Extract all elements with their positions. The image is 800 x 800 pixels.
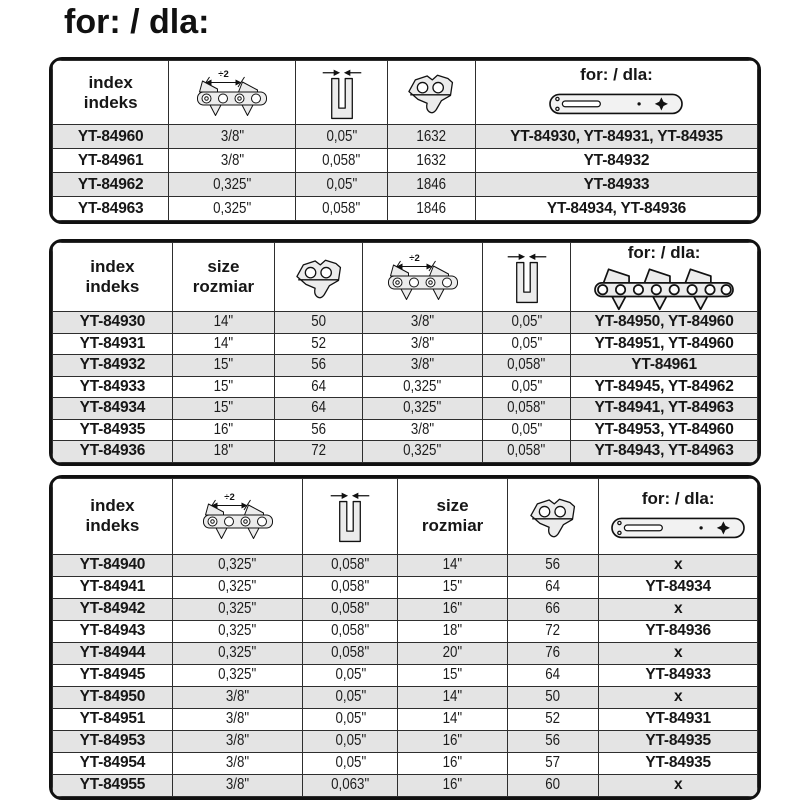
value-text: 15" bbox=[213, 399, 234, 417]
value-text: 1846 bbox=[416, 175, 447, 193]
value-text: 0,058" bbox=[331, 600, 370, 617]
table-row bbox=[53, 441, 758, 463]
column-header-size bbox=[172, 243, 274, 312]
table-row bbox=[53, 125, 758, 149]
value-text: 1632 bbox=[416, 127, 447, 145]
value-text: 0,325" bbox=[218, 622, 257, 639]
value-text: 3/8" bbox=[220, 127, 244, 145]
value-cell bbox=[507, 642, 599, 664]
value-text: 0,05" bbox=[335, 666, 366, 683]
value-text: 0,05" bbox=[511, 420, 542, 438]
value-cell bbox=[507, 730, 599, 752]
value-cell bbox=[172, 376, 274, 398]
value-text: 72 bbox=[545, 622, 561, 639]
value-cell bbox=[172, 398, 274, 420]
value-cell bbox=[398, 730, 507, 752]
value-cell bbox=[363, 333, 483, 355]
table-row bbox=[53, 642, 758, 664]
guide-bar-icon bbox=[541, 87, 691, 120]
value-text: 0,325" bbox=[218, 644, 257, 661]
value-text: 0,058" bbox=[322, 199, 361, 217]
index-cell: YT-84932 bbox=[53, 355, 173, 377]
value-text: 0,325" bbox=[213, 199, 252, 217]
value-cell bbox=[303, 730, 398, 752]
value-text: 3/8" bbox=[225, 688, 250, 705]
table-row bbox=[53, 312, 758, 334]
value-text: 18" bbox=[213, 442, 234, 460]
table-row bbox=[53, 398, 758, 420]
value-cell bbox=[398, 620, 507, 642]
value-text: 14" bbox=[213, 313, 234, 331]
column-header-label: size bbox=[436, 496, 469, 515]
value-cell bbox=[172, 441, 274, 463]
value-cell bbox=[172, 686, 302, 708]
index-cell: YT-84963 bbox=[53, 197, 169, 221]
value-text: 0,325" bbox=[213, 175, 252, 193]
for-dla-cell: YT-84934 bbox=[599, 576, 758, 598]
value-text: 0,05" bbox=[326, 127, 357, 145]
value-text: 0,058" bbox=[331, 556, 370, 573]
value-cell bbox=[172, 752, 302, 774]
value-text: 0,325" bbox=[403, 399, 442, 417]
value-cell bbox=[172, 355, 274, 377]
column-header-label: size bbox=[207, 257, 240, 276]
groove-gauge-icon bbox=[329, 490, 371, 544]
drive-link-icon bbox=[527, 496, 579, 539]
for-dla-cell: YT-84934, YT-84936 bbox=[475, 197, 757, 221]
value-cell bbox=[275, 441, 363, 463]
column-header-size bbox=[398, 478, 507, 554]
header-row bbox=[53, 243, 758, 312]
value-text: 50 bbox=[545, 688, 561, 705]
column-header-label: indeks bbox=[85, 516, 140, 535]
value-text: 16" bbox=[442, 600, 463, 617]
value-cell bbox=[296, 149, 388, 173]
table-row bbox=[53, 554, 758, 576]
value-cell bbox=[172, 419, 274, 441]
value-text: 72 bbox=[311, 442, 327, 460]
value-cell bbox=[303, 686, 398, 708]
value-text: 64 bbox=[545, 578, 561, 595]
value-text: 52 bbox=[311, 334, 327, 352]
value-text: 0,325" bbox=[403, 377, 442, 395]
for-dla-label: for: / dla: bbox=[580, 65, 653, 84]
value-cell bbox=[363, 376, 483, 398]
value-text: 3/8" bbox=[225, 710, 250, 727]
drive-link-icon bbox=[293, 257, 345, 300]
value-cell bbox=[172, 312, 274, 334]
chain-pitch-icon bbox=[367, 253, 479, 303]
column-header-for-dla bbox=[571, 243, 758, 312]
value-cell bbox=[172, 774, 302, 796]
value-text: 3/8" bbox=[410, 356, 435, 374]
value-text: 18" bbox=[442, 622, 463, 639]
value-cell bbox=[483, 376, 571, 398]
value-text: 3/8" bbox=[410, 420, 435, 438]
value-cell bbox=[398, 576, 507, 598]
for-dla-cell: YT-84933 bbox=[475, 173, 757, 197]
value-cell bbox=[507, 686, 599, 708]
value-text: 64 bbox=[311, 377, 327, 395]
column-header-groove-gauge-icon bbox=[303, 478, 398, 554]
index-cell: YT-84943 bbox=[53, 620, 173, 642]
index-cell: YT-84960 bbox=[53, 125, 169, 149]
table-row bbox=[53, 197, 758, 221]
column-header-chain-pitch-icon bbox=[172, 478, 302, 554]
value-text: 16" bbox=[442, 776, 463, 793]
value-text: 0,058" bbox=[331, 578, 370, 595]
value-text: 0,05" bbox=[511, 334, 542, 352]
value-cell bbox=[483, 333, 571, 355]
index-cell: YT-84940 bbox=[53, 554, 173, 576]
for-dla-cell: YT-84951, YT-84960 bbox=[571, 333, 758, 355]
value-cell bbox=[303, 598, 398, 620]
index-cell: YT-84951 bbox=[53, 708, 173, 730]
for-dla-label: for: / dla: bbox=[641, 488, 715, 508]
value-cell bbox=[275, 398, 363, 420]
value-cell bbox=[275, 376, 363, 398]
table-row bbox=[53, 598, 758, 620]
column-header-drive-link-icon bbox=[507, 478, 599, 554]
value-cell bbox=[398, 752, 507, 774]
value-cell bbox=[275, 312, 363, 334]
value-cell bbox=[275, 355, 363, 377]
column-header-index bbox=[53, 478, 173, 554]
for-dla-cell: YT-84930, YT-84931, YT-84935 bbox=[475, 125, 757, 149]
value-cell bbox=[398, 554, 507, 576]
index-cell: YT-84933 bbox=[53, 376, 173, 398]
value-cell bbox=[483, 355, 571, 377]
value-cell bbox=[303, 554, 398, 576]
index-cell: YT-84961 bbox=[53, 149, 169, 173]
column-header-label: rozmiar bbox=[192, 277, 255, 296]
index-cell: YT-84936 bbox=[53, 441, 173, 463]
table-row bbox=[53, 730, 758, 752]
value-text: 3/8" bbox=[225, 732, 250, 749]
value-cell bbox=[363, 441, 483, 463]
value-text: 14" bbox=[213, 334, 234, 352]
value-cell bbox=[398, 642, 507, 664]
column-header-groove-gauge-icon bbox=[296, 61, 388, 125]
column-header-chain-pitch-icon bbox=[363, 243, 483, 312]
index-cell: YT-84945 bbox=[53, 664, 173, 686]
value-text: 3/8" bbox=[225, 776, 250, 793]
column-header-label: index bbox=[88, 72, 133, 92]
table-row bbox=[53, 708, 758, 730]
index-cell: YT-84941 bbox=[53, 576, 173, 598]
value-text: 20" bbox=[442, 644, 463, 661]
value-cell bbox=[303, 752, 398, 774]
value-text: 52 bbox=[545, 710, 561, 727]
index-cell: YT-84955 bbox=[53, 774, 173, 796]
value-text: 15" bbox=[213, 356, 234, 374]
value-cell bbox=[303, 642, 398, 664]
value-cell bbox=[169, 173, 296, 197]
column-header-label: rozmiar bbox=[421, 516, 484, 535]
for-dla-cell: YT-84931 bbox=[599, 708, 758, 730]
value-text: 0,058" bbox=[331, 644, 370, 661]
page-title: for: / dla: bbox=[64, 3, 210, 41]
for-dla-cell: YT-84935 bbox=[599, 752, 758, 774]
index-cell: YT-84935 bbox=[53, 419, 173, 441]
value-text: 50 bbox=[311, 313, 327, 331]
table-row bbox=[53, 149, 758, 173]
value-cell bbox=[296, 125, 388, 149]
value-cell bbox=[363, 355, 483, 377]
value-cell bbox=[303, 774, 398, 796]
value-text: 0,325" bbox=[218, 578, 257, 595]
value-cell bbox=[172, 554, 302, 576]
value-text: 60 bbox=[545, 776, 561, 793]
value-cell bbox=[398, 774, 507, 796]
for-dla-cell: YT-84941, YT-84963 bbox=[571, 398, 758, 420]
for-dla-label: for: / dla: bbox=[627, 243, 701, 262]
table-row bbox=[53, 620, 758, 642]
value-cell bbox=[296, 197, 388, 221]
table-row bbox=[53, 686, 758, 708]
value-cell bbox=[507, 620, 599, 642]
value-text: 0,05" bbox=[335, 754, 366, 771]
table-row bbox=[53, 333, 758, 355]
value-cell bbox=[275, 333, 363, 355]
value-text: 0,325" bbox=[218, 556, 257, 573]
value-cell bbox=[303, 664, 398, 686]
table-row bbox=[53, 664, 758, 686]
value-text: 0,058" bbox=[331, 622, 370, 639]
table-row bbox=[53, 774, 758, 796]
value-text: 64 bbox=[545, 666, 561, 683]
index-cell: YT-84934 bbox=[53, 398, 173, 420]
value-cell bbox=[507, 554, 599, 576]
value-text: 15" bbox=[213, 377, 234, 395]
table-row bbox=[53, 752, 758, 774]
index-cell: YT-84931 bbox=[53, 333, 173, 355]
table-row bbox=[53, 173, 758, 197]
table-row bbox=[53, 419, 758, 441]
header-row bbox=[53, 61, 758, 125]
value-text: 14" bbox=[442, 710, 463, 727]
for-dla-cell: YT-84950, YT-84960 bbox=[571, 312, 758, 334]
column-header-drive-link-icon bbox=[275, 243, 363, 312]
value-cell bbox=[507, 752, 599, 774]
column-header-index bbox=[53, 61, 169, 125]
column-header-for-dla bbox=[599, 478, 758, 554]
value-text: 16" bbox=[442, 732, 463, 749]
value-cell bbox=[507, 598, 599, 620]
value-cell bbox=[387, 149, 475, 173]
chain-pitch-icon bbox=[182, 492, 294, 542]
table-row bbox=[53, 355, 758, 377]
column-header-label: indeks bbox=[83, 92, 138, 112]
column-header-chain-pitch-icon bbox=[169, 61, 296, 125]
value-text: 3/8" bbox=[220, 151, 244, 169]
for-dla-cell: x bbox=[599, 686, 758, 708]
value-cell bbox=[296, 173, 388, 197]
value-cell bbox=[172, 620, 302, 642]
spec-table-guide-bars bbox=[49, 239, 761, 466]
value-cell bbox=[303, 576, 398, 598]
value-cell bbox=[507, 708, 599, 730]
value-text: 3/8" bbox=[410, 334, 435, 352]
value-text: 64 bbox=[311, 399, 327, 417]
value-text: 0,325" bbox=[403, 442, 442, 460]
value-cell bbox=[303, 620, 398, 642]
column-header-index bbox=[53, 243, 173, 312]
value-cell bbox=[483, 441, 571, 463]
spec-table bbox=[52, 242, 758, 463]
column-header-for-dla bbox=[475, 61, 757, 125]
index-cell: YT-84944 bbox=[53, 642, 173, 664]
value-text: 15" bbox=[442, 666, 463, 683]
drive-link-icon bbox=[405, 72, 457, 115]
value-cell bbox=[172, 642, 302, 664]
column-header-label: indeks bbox=[85, 277, 140, 296]
guide-bar-icon bbox=[603, 511, 753, 544]
chain-icon bbox=[589, 265, 739, 311]
value-text: 14" bbox=[442, 688, 463, 705]
value-text: 0,05" bbox=[326, 175, 357, 193]
value-cell bbox=[387, 197, 475, 221]
value-text: 0,05" bbox=[511, 313, 542, 331]
value-text: 0,058" bbox=[507, 356, 546, 374]
index-cell: YT-84962 bbox=[53, 173, 169, 197]
value-cell bbox=[398, 686, 507, 708]
value-cell bbox=[483, 312, 571, 334]
value-cell bbox=[172, 708, 302, 730]
groove-gauge-icon bbox=[506, 251, 548, 305]
column-header-groove-gauge-icon bbox=[483, 243, 571, 312]
index-cell: YT-84930 bbox=[53, 312, 173, 334]
value-cell bbox=[172, 598, 302, 620]
value-cell bbox=[169, 149, 296, 173]
for-dla-cell: YT-84961 bbox=[571, 355, 758, 377]
table-row bbox=[53, 576, 758, 598]
for-dla-cell: x bbox=[599, 598, 758, 620]
value-text: 0,05" bbox=[335, 688, 366, 705]
spec-table-chains bbox=[49, 57, 761, 224]
value-text: 0,05" bbox=[335, 732, 366, 749]
column-header-label: index bbox=[90, 257, 135, 276]
value-text: 56 bbox=[311, 420, 327, 438]
for-dla-cell: x bbox=[599, 774, 758, 796]
value-cell bbox=[169, 197, 296, 221]
value-cell bbox=[363, 419, 483, 441]
value-text: 0,058" bbox=[507, 399, 546, 417]
value-cell bbox=[303, 708, 398, 730]
spec-table bbox=[52, 478, 758, 797]
value-cell bbox=[507, 576, 599, 598]
value-cell bbox=[483, 419, 571, 441]
for-dla-cell: YT-84945, YT-84962 bbox=[571, 376, 758, 398]
value-text: 76 bbox=[545, 644, 561, 661]
chain-pitch-icon bbox=[176, 69, 288, 119]
index-cell: YT-84942 bbox=[53, 598, 173, 620]
column-header-label: index bbox=[90, 496, 135, 515]
value-cell bbox=[172, 664, 302, 686]
for-dla-cell: YT-84932 bbox=[475, 149, 757, 173]
value-cell bbox=[363, 312, 483, 334]
value-cell bbox=[398, 708, 507, 730]
for-dla-cell: YT-84935 bbox=[599, 730, 758, 752]
value-cell bbox=[398, 664, 507, 686]
value-cell bbox=[387, 125, 475, 149]
value-cell bbox=[172, 333, 274, 355]
value-text: 56 bbox=[545, 732, 561, 749]
value-text: 14" bbox=[442, 556, 463, 573]
for-dla-cell: x bbox=[599, 642, 758, 664]
value-text: 15" bbox=[442, 578, 463, 595]
value-text: 0,05" bbox=[511, 377, 542, 395]
value-cell bbox=[507, 664, 599, 686]
value-text: 16" bbox=[213, 420, 234, 438]
for-dla-cell: YT-84933 bbox=[599, 664, 758, 686]
value-text: 0,05" bbox=[335, 710, 366, 727]
value-text: 1846 bbox=[416, 199, 447, 217]
value-text: 56 bbox=[311, 356, 327, 374]
for-dla-cell: YT-84953, YT-84960 bbox=[571, 419, 758, 441]
value-text: 0,058" bbox=[507, 442, 546, 460]
value-text: 0,325" bbox=[218, 600, 257, 617]
value-text: 3/8" bbox=[225, 754, 250, 771]
value-text: 0,063" bbox=[331, 776, 370, 793]
table-row bbox=[53, 376, 758, 398]
for-dla-cell: YT-84936 bbox=[599, 620, 758, 642]
value-cell bbox=[169, 125, 296, 149]
index-cell: YT-84954 bbox=[53, 752, 173, 774]
for-dla-cell: YT-84943, YT-84963 bbox=[571, 441, 758, 463]
value-cell bbox=[172, 576, 302, 598]
value-text: 57 bbox=[545, 754, 561, 771]
index-cell: YT-84953 bbox=[53, 730, 173, 752]
value-cell bbox=[387, 173, 475, 197]
value-cell bbox=[483, 398, 571, 420]
value-text: 0,325" bbox=[218, 666, 257, 683]
value-text: 56 bbox=[545, 556, 561, 573]
value-text: 3/8" bbox=[410, 313, 435, 331]
value-cell bbox=[275, 419, 363, 441]
header-row bbox=[53, 478, 758, 554]
groove-gauge-icon bbox=[321, 67, 363, 121]
value-text: 16" bbox=[442, 754, 463, 771]
spec-table bbox=[52, 60, 758, 221]
value-text: 1632 bbox=[416, 151, 447, 169]
value-cell bbox=[363, 398, 483, 420]
column-header-drive-link-icon bbox=[387, 61, 475, 125]
value-cell bbox=[172, 730, 302, 752]
value-text: 0,058" bbox=[322, 151, 361, 169]
spec-table-chains-detail bbox=[49, 475, 761, 800]
value-text: 66 bbox=[545, 600, 561, 617]
value-cell bbox=[507, 774, 599, 796]
for-dla-cell: x bbox=[599, 554, 758, 576]
value-cell bbox=[398, 598, 507, 620]
index-cell: YT-84950 bbox=[53, 686, 173, 708]
